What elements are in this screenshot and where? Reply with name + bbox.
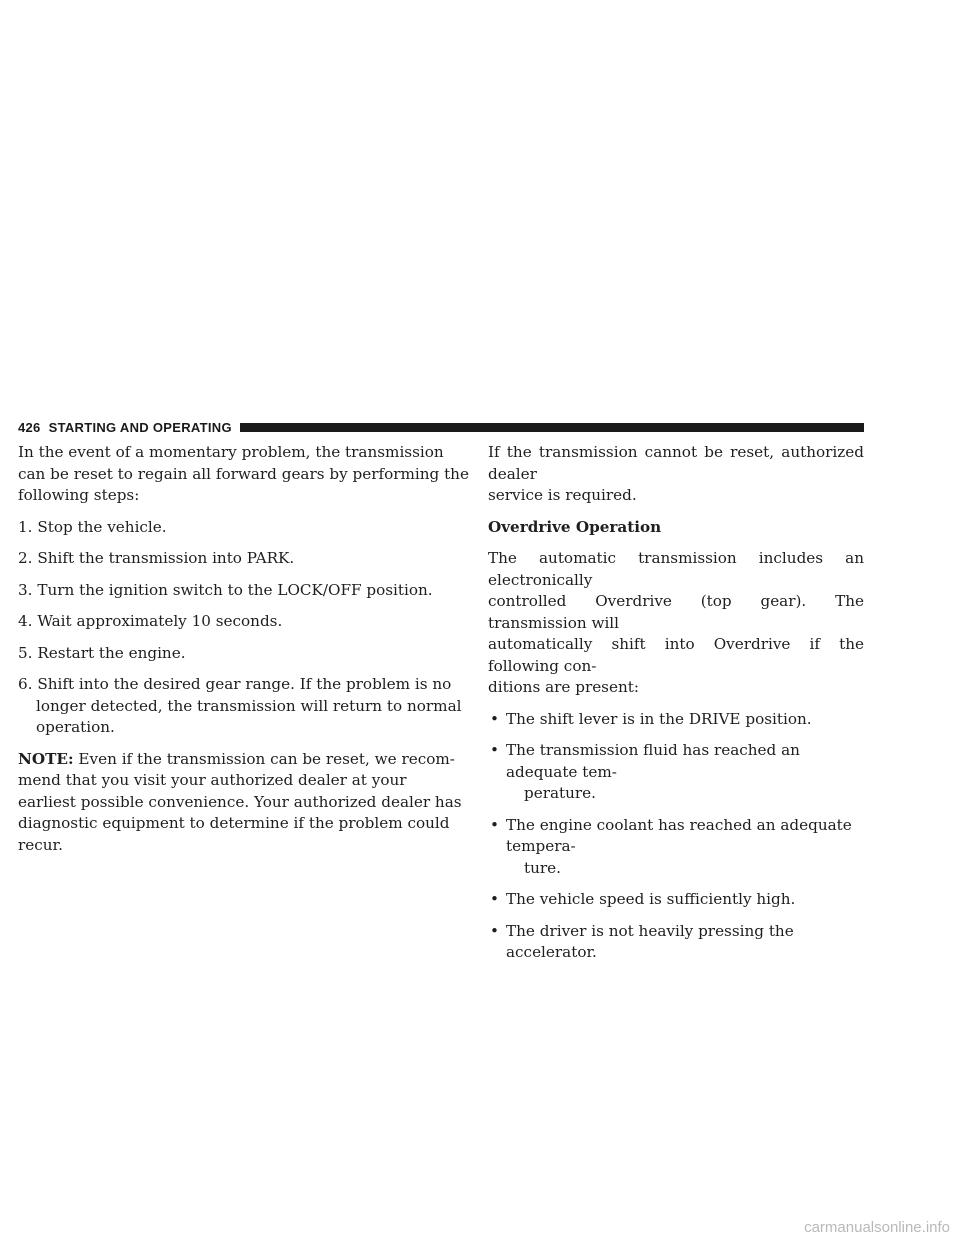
bullet-dot-icon: • (490, 921, 499, 940)
reset-line: service is required. (488, 486, 637, 504)
page-header (18, 418, 864, 436)
step-4: 4. Wait approximately 10 seconds. (18, 612, 283, 630)
bullet-line: ture. (524, 858, 561, 877)
bullet-line: The engine coolant has reached an adequate tempera- (506, 815, 852, 855)
overdrive-paragraph (488, 548, 864, 699)
bullet-item (488, 815, 864, 880)
bullet-line: The transmission fluid has reached an adequate tem- (506, 741, 800, 781)
note-label: NOTE: (18, 749, 74, 768)
step-6-line: 6. Shift into the desired gear range. If the problem is no (18, 675, 452, 693)
intro-line: can be reset to regain all forward gears by performing the (18, 464, 469, 483)
overdrive-heading: Overdrive Operation (488, 517, 662, 536)
note-line: Even if the transmission can be reset, we recom- (73, 749, 455, 768)
bullet-dot-icon: • (490, 815, 499, 834)
section-title: STARTING AND OPERATING (48, 419, 232, 435)
step-3: 3. Turn the ignition switch to the LOCK/OFF position. (18, 580, 433, 599)
bullet-item (488, 889, 864, 911)
overdrive-line: controlled Overdrive (top gear). The transmission will (488, 592, 864, 632)
overdrive-line: ditions are present: (488, 678, 639, 696)
header-rule (240, 423, 864, 432)
overdrive-line: automatically shift into Overdrive if the following con- (488, 635, 864, 675)
step-6 (18, 674, 474, 739)
step-5: 5. Restart the engine. (18, 643, 186, 662)
footer-watermark: carmanualsonline.info (804, 1219, 950, 1236)
bullet-item (488, 709, 864, 731)
intro-paragraph (18, 442, 474, 507)
right-column (488, 442, 864, 964)
overdrive-line: The automatic transmission includes an electronically (488, 549, 864, 589)
note-line: earliest possible convenience. Your authorized dealer has (18, 792, 462, 811)
bullet-dot-icon: • (490, 741, 499, 759)
intro-line: following steps: (18, 486, 140, 504)
bullet-item (488, 921, 864, 964)
note-line: recur. (18, 835, 63, 854)
note-paragraph (18, 749, 474, 857)
step-6-line: operation. (36, 718, 115, 736)
left-column (18, 442, 474, 856)
note-line: mend that you visit your authorized dealer at your (18, 771, 407, 789)
step-1: 1. Stop the vehicle. (18, 517, 167, 536)
bullet-item (488, 740, 864, 805)
note-line: diagnostic equipment to determine if the problem could (18, 814, 450, 832)
bullet-line: perature. (524, 784, 596, 802)
bullet-dot-icon: • (490, 890, 499, 908)
bullet-line: The vehicle speed is sufficiently high. (506, 890, 796, 908)
reset-line: If the transmission cannot be reset, authorized dealer (488, 443, 864, 483)
step-2: 2. Shift the transmission into PARK. (18, 549, 295, 567)
bullet-dot-icon: • (490, 709, 499, 728)
page-number: 426 (18, 419, 41, 435)
step-6-line: longer detected, the transmission will return to normal (36, 696, 462, 715)
reset-paragraph (488, 442, 864, 507)
bullet-line: The driver is not heavily pressing the accelerator. (506, 921, 794, 961)
bullet-line: The shift lever is in the DRIVE position. (506, 709, 812, 728)
intro-line: In the event of a momentary problem, the transmission (18, 443, 444, 461)
